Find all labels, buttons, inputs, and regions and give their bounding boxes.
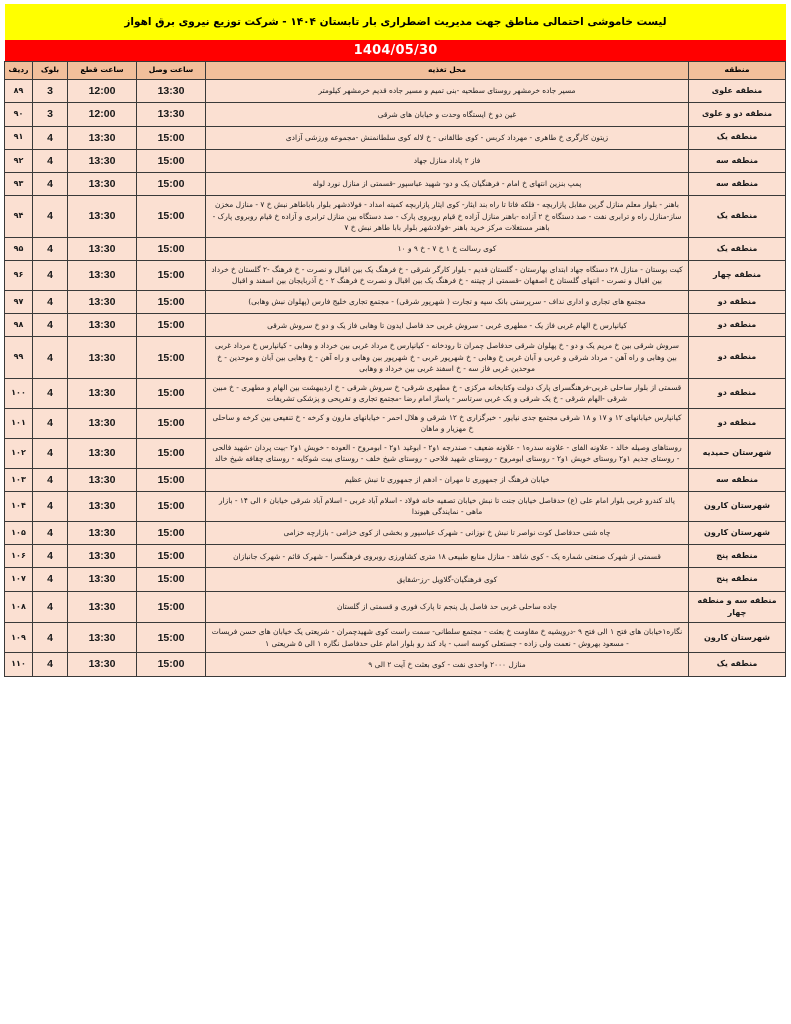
cell-feed: خیابان فرهنگ از جمهوری تا مهران - ادهم از جمهوری تا نبش عظیم — [206, 468, 689, 491]
table-row — [5, 103, 786, 126]
table-row — [5, 80, 786, 103]
cell-zone: شهرستان حمیدیه — [689, 438, 786, 468]
table-row — [5, 408, 786, 438]
cell-block: 4 — [33, 491, 68, 521]
cell-wasl: 15:00 — [137, 378, 206, 408]
cell-feed: نگاره۱خیابان های فتح ۱ الی فتح ۹ -درویشیه خ مقاومت خ بعثت - مجتمع سلطانی- سمت راست کوی شهیدچمران - شریعتی یک خیابان های حسن فریسات - مسعود بهروش - نعمت ولی زاده - جستعلی کوسه اسب - یاد کند رو بلوار امام علی حدفاصل نگاره ۱ الی ۵ شریعتی ۱ — [206, 623, 689, 653]
cell-feed: فاز ۲ پاداد منازل جهاد — [206, 149, 689, 172]
cell-ghat: 13:30 — [68, 653, 137, 676]
cell-block: 4 — [33, 196, 68, 237]
cell-radif: ۸۹ — [5, 80, 33, 103]
cell-wasl: 15:00 — [137, 653, 206, 676]
table-row — [5, 653, 786, 676]
table-row — [5, 196, 786, 237]
cell-block: 4 — [33, 149, 68, 172]
cell-radif: ۹۳ — [5, 173, 33, 196]
cell-feed: مسیر جاده خرمشهر روستای سطحیه -بنی تمیم و مسیر جاده قدیم خرمشهر کیلومتر — [206, 80, 689, 103]
cell-block: 4 — [33, 237, 68, 260]
cell-ghat: 13:30 — [68, 314, 137, 337]
cell-ghat: 13:30 — [68, 438, 137, 468]
cell-radif: ۹۴ — [5, 196, 33, 237]
cell-block: 4 — [33, 261, 68, 291]
cell-zone: منطقه یک — [689, 126, 786, 149]
table-row — [5, 545, 786, 568]
page-title: لیست خاموشی احتمالی مناطق جهت مدیریت اضطراری بار تابستان ۱۴۰۴ - شرکت توزیع نیروی برق اهواز — [124, 15, 667, 28]
cell-ghat: 13:30 — [68, 521, 137, 544]
cell-radif: ۱۰۰ — [5, 378, 33, 408]
table-row — [5, 521, 786, 544]
cell-feed: سروش شرقی بین خ مریم یک و دو - خ پهلوان شرقی حدفاصل چمران تا رودخانه - کیانپارس خ مرداد غربی بین خرداد و وهابی - کیانپارس خ مرداد غربی بین وهابی و راه آهن - مرداد شرقی و غربی و آبان غربی خ وهابی - خ شهرپور غربی - خ شهرپور بین وهابی و راه آهن - خ وهابی بین آبان و موحدین - خ موحدین غربی فاز سه - خ اسفند غربی بین خرداد و وهابی — [206, 337, 689, 378]
cell-feed: زیتون کارگری خ طاهری - مهرداد کربس - کوی طالقانی - خ لاله کوی سلطانمنش -مجموعه ورزشی آزادی — [206, 126, 689, 149]
cell-zone: منطقه سه — [689, 173, 786, 196]
cell-block: 4 — [33, 591, 68, 623]
table-row — [5, 261, 786, 291]
cell-feed: جاده ساحلی غربی حد فاصل پل پنجم تا پارک فوری و قسمتی از گلستان — [206, 591, 689, 623]
table-row — [5, 337, 786, 378]
cell-wasl: 15:00 — [137, 545, 206, 568]
cell-zone: منطقه یک — [689, 653, 786, 676]
column-header-radif: ردیف — [5, 62, 33, 80]
cell-radif: ۹۶ — [5, 261, 33, 291]
table-row — [5, 438, 786, 468]
cell-block: 4 — [33, 568, 68, 591]
cell-feed: باهنر - بلوار معلم منازل گرین مقابل پازاربچه - فلکه فاتا تا راه بند ایثار- کوی ایثار پازاربچه کمیته امداد - فولادشهر بلوار باباطاهر نبش خ ۷ - منازل مخزن ساز-منازل راه و ترابری نفت - صد دستگاه خ ۲ آزاده -باهنر منازل آزاده خ قیام روبروی پارک - صد دستگاه بین منازل ترابری و آزاده خ قیام روبروی پارک - باهنر مستغلات مرکز خرید باهنر -فولادشهر بلوار بابا طاهر نبش خ ۷ — [206, 196, 689, 237]
date-banner — [5, 40, 786, 61]
cell-zone: منطقه دو و علوی — [689, 103, 786, 126]
cell-radif: ۹۲ — [5, 149, 33, 172]
cell-radif: ۹۰ — [5, 103, 33, 126]
cell-block: 3 — [33, 103, 68, 126]
cell-radif: ۹۸ — [5, 314, 33, 337]
cell-wasl: 15:00 — [137, 149, 206, 172]
cell-feed: یالد کندرو غربی بلوار امام علی (ع) حدفاصل خیابان جنت تا نبش خیابان تصفیه خانه فولاد - اسلام آباد غربی - اسلام آباد شرقی خیابان ۶ الی ۱۴ - بازار ماهی - نمایندگی هیوندا — [206, 491, 689, 521]
cell-radif: ۱۰۷ — [5, 568, 33, 591]
cell-block: 4 — [33, 408, 68, 438]
cell-wasl: 15:00 — [137, 337, 206, 378]
cell-feed: منازل ۲۰۰۰ واحدی نفت - کوی بعثت خ آیت ۲ الی ۹ — [206, 653, 689, 676]
table-row — [5, 149, 786, 172]
cell-zone: منطقه سه — [689, 468, 786, 491]
outage-table — [4, 61, 786, 677]
cell-zone: منطقه پنج — [689, 568, 786, 591]
table-row — [5, 491, 786, 521]
column-header-ghat: ساعت قطع — [68, 62, 137, 80]
cell-block: 4 — [33, 653, 68, 676]
table-row — [5, 314, 786, 337]
cell-feed: چاه شنی حدفاصل کوت نواصر تا نبش خ نوزانی - شهرک عباسپور و بخشی از کوی خزامی - بازارچه خزامی — [206, 521, 689, 544]
cell-zone: منطقه دو — [689, 314, 786, 337]
cell-ghat: 13:30 — [68, 337, 137, 378]
cell-wasl: 15:00 — [137, 568, 206, 591]
cell-ghat: 13:30 — [68, 568, 137, 591]
table-row — [5, 623, 786, 653]
cell-block: 4 — [33, 623, 68, 653]
cell-wasl: 15:00 — [137, 290, 206, 313]
cell-radif: ۹۱ — [5, 126, 33, 149]
cell-radif: ۱۰۶ — [5, 545, 33, 568]
cell-ghat: 13:30 — [68, 623, 137, 653]
table-header-row — [5, 62, 786, 80]
cell-zone: منطقه علوی — [689, 80, 786, 103]
cell-ghat: 13:30 — [68, 591, 137, 623]
cell-zone: منطقه یک — [689, 237, 786, 260]
cell-zone: منطقه چهار — [689, 261, 786, 291]
schedule-date: 1404/05/30 — [353, 43, 438, 58]
cell-feed: کیانپارس خ الهام غربی فاز یک - مطهری غربی - سروش غربی حد فاصل ایدون تا وهابی فاز یک و دو خ سروش شرقی — [206, 314, 689, 337]
cell-feed: قسمتی از شهرک صنعتی شماره یک - کوی شاهد - منازل منابع طبیعی ۱۸ متری کشاورزی روبروی فرهنگسرا - شهرک قائم - شهرک جانبازان — [206, 545, 689, 568]
cell-feed: پمپ بنزین انتهای خ امام - فرهنگیان یک و دو- شهید عباسپور -قسمتی از منازل نورد لوله — [206, 173, 689, 196]
cell-feed: کیانپارس خیابانهای ۱۲ و ۱۷ و ۱۸ شرقی مجتمع جدی نیایور - خبرگزاری خ ۱۲ شرقی و هلال احمر - خیابانهای مارون و کرخه - خ تنفیعی بین کرخه و ساحلی خ مهزیار و ماهان — [206, 408, 689, 438]
cell-wasl: 15:00 — [137, 126, 206, 149]
cell-ghat: 12:00 — [68, 80, 137, 103]
cell-block: 4 — [33, 314, 68, 337]
cell-radif: ۱۰۸ — [5, 591, 33, 623]
cell-zone: منطقه سه و منطقه چهار — [689, 591, 786, 623]
column-header-feed: محل تغذیه — [206, 62, 689, 80]
cell-ghat: 13:30 — [68, 149, 137, 172]
cell-ghat: 13:30 — [68, 261, 137, 291]
cell-radif: ۱۰۴ — [5, 491, 33, 521]
cell-zone: منطقه دو — [689, 378, 786, 408]
cell-radif: ۹۷ — [5, 290, 33, 313]
table-body — [5, 80, 786, 677]
cell-zone: منطقه دو — [689, 408, 786, 438]
table-row — [5, 568, 786, 591]
cell-feed: مجتمع های تجاری و اداری نداف - سرپرستی بانک سپه و تجارت ( شهرپور شرقی) - مجتمع تجاری خلیج فارس (پهلوان نبش وهابی) — [206, 290, 689, 313]
cell-block: 4 — [33, 468, 68, 491]
cell-block: 4 — [33, 337, 68, 378]
cell-ghat: 13:30 — [68, 237, 137, 260]
cell-wasl: 15:00 — [137, 408, 206, 438]
table-row — [5, 378, 786, 408]
cell-zone: منطقه پنج — [689, 545, 786, 568]
cell-radif: ۱۰۲ — [5, 438, 33, 468]
cell-block: 4 — [33, 173, 68, 196]
cell-wasl: 15:00 — [137, 237, 206, 260]
cell-ghat: 13:30 — [68, 196, 137, 237]
cell-radif: ۱۰۳ — [5, 468, 33, 491]
cell-feed: روستاهای وصیله خالد - علاونه الفای - علاونه سدره۱ - علاونه ضعیف - صندرجه ۱و۲ - ابوغید ۱و۲ - ابومروح - العوده - خویش ۱و۲ -بیت پردان -شهید فالحی - روستای جدیم ۱و۲ روستای خویش ۱و۲ - روستای ابومروح - روستای شهید فلاحی - روستای شیخ خلف - روستای بیت شوکایه - روستای چقافه شیخ خالد — [206, 438, 689, 468]
cell-wasl: 15:00 — [137, 314, 206, 337]
cell-wasl: 15:00 — [137, 438, 206, 468]
column-header-block: بلوک — [33, 62, 68, 80]
cell-wasl: 13:30 — [137, 103, 206, 126]
cell-wasl: 15:00 — [137, 491, 206, 521]
cell-wasl: 15:00 — [137, 591, 206, 623]
cell-ghat: 13:30 — [68, 290, 137, 313]
column-header-wasl: ساعت وصل — [137, 62, 206, 80]
table-row — [5, 237, 786, 260]
cell-radif: ۱۰۹ — [5, 623, 33, 653]
table-row — [5, 290, 786, 313]
cell-wasl: 15:00 — [137, 521, 206, 544]
cell-zone: منطقه دو — [689, 290, 786, 313]
cell-zone: شهرستان کارون — [689, 521, 786, 544]
table-row — [5, 468, 786, 491]
cell-feed: کیت بوستان - منازل ۲۸ دستگاه جهاد ابتدای بهارستان - گلستان قدیم - بلوار کارگر شرقی - خ فرهنگ یک بین اقبال و نصرت - خ فرهنگ -۲ گلستان خ خرداد بین اقبال و نصرت - انتهای گلستان خ اصفهان -قسمتی از چیتنه - خ فرهنگ یک بین اقبال و نصرت خ فرهنگ ۲ - خ آذربایجان بین اسفند و اقبال — [206, 261, 689, 291]
table-header — [5, 62, 786, 80]
cell-radif: ۱۱۰ — [5, 653, 33, 676]
table-row — [5, 591, 786, 623]
cell-radif: ۹۵ — [5, 237, 33, 260]
cell-ghat: 13:30 — [68, 491, 137, 521]
cell-zone: شهرستان کارون — [689, 491, 786, 521]
cell-zone: منطقه دو — [689, 337, 786, 378]
cell-ghat: 13:30 — [68, 173, 137, 196]
cell-feed: کوی رسالت خ ۱ خ ۷ - خ ۹ و ۱۰ — [206, 237, 689, 260]
cell-wasl: 15:00 — [137, 468, 206, 491]
cell-wasl: 15:00 — [137, 173, 206, 196]
cell-wasl: 15:00 — [137, 261, 206, 291]
title-banner — [5, 4, 786, 40]
column-header-zone: منطقه — [689, 62, 786, 80]
cell-ghat: 13:30 — [68, 378, 137, 408]
cell-zone: شهرستان کارون — [689, 623, 786, 653]
cell-radif: ۱۰۱ — [5, 408, 33, 438]
cell-radif: ۹۹ — [5, 337, 33, 378]
cell-ghat: 13:30 — [68, 468, 137, 491]
cell-block: 4 — [33, 438, 68, 468]
table-row — [5, 173, 786, 196]
cell-ghat: 13:30 — [68, 408, 137, 438]
cell-feed: کوی فرهنگیان-گلاویل -رز-شقایق — [206, 568, 689, 591]
cell-ghat: 13:30 — [68, 126, 137, 149]
cell-wasl: 15:00 — [137, 196, 206, 237]
cell-ghat: 12:00 — [68, 103, 137, 126]
cell-wasl: 15:00 — [137, 623, 206, 653]
cell-block: 4 — [33, 521, 68, 544]
cell-feed: قسمتی از بلوار ساحلی غربی-فرهنگسرای پارک دولت وکتابخانه مرکزی - خ مطهری شرقی- خ سروش شرقی - خ اردیبهشت بین الهام و مطهری - خ مبین شرقی -الهام شرقی - خ یک شرقی و یک غربی سرتاسر - پاساژ امام رضا -مجتمع تجاری و تفریحی و پزشکی تشریفات — [206, 378, 689, 408]
cell-block: 4 — [33, 545, 68, 568]
cell-zone: منطقه یک — [689, 196, 786, 237]
cell-block: 3 — [33, 80, 68, 103]
cell-block: 4 — [33, 378, 68, 408]
cell-zone: منطقه سه — [689, 149, 786, 172]
cell-wasl: 13:30 — [137, 80, 206, 103]
cell-block: 4 — [33, 290, 68, 313]
cell-ghat: 13:30 — [68, 545, 137, 568]
cell-radif: ۱۰۵ — [5, 521, 33, 544]
table-row — [5, 126, 786, 149]
cell-block: 4 — [33, 126, 68, 149]
cell-feed: غین دو خ ایستگاه وحدت و خیابان های شرقی — [206, 103, 689, 126]
